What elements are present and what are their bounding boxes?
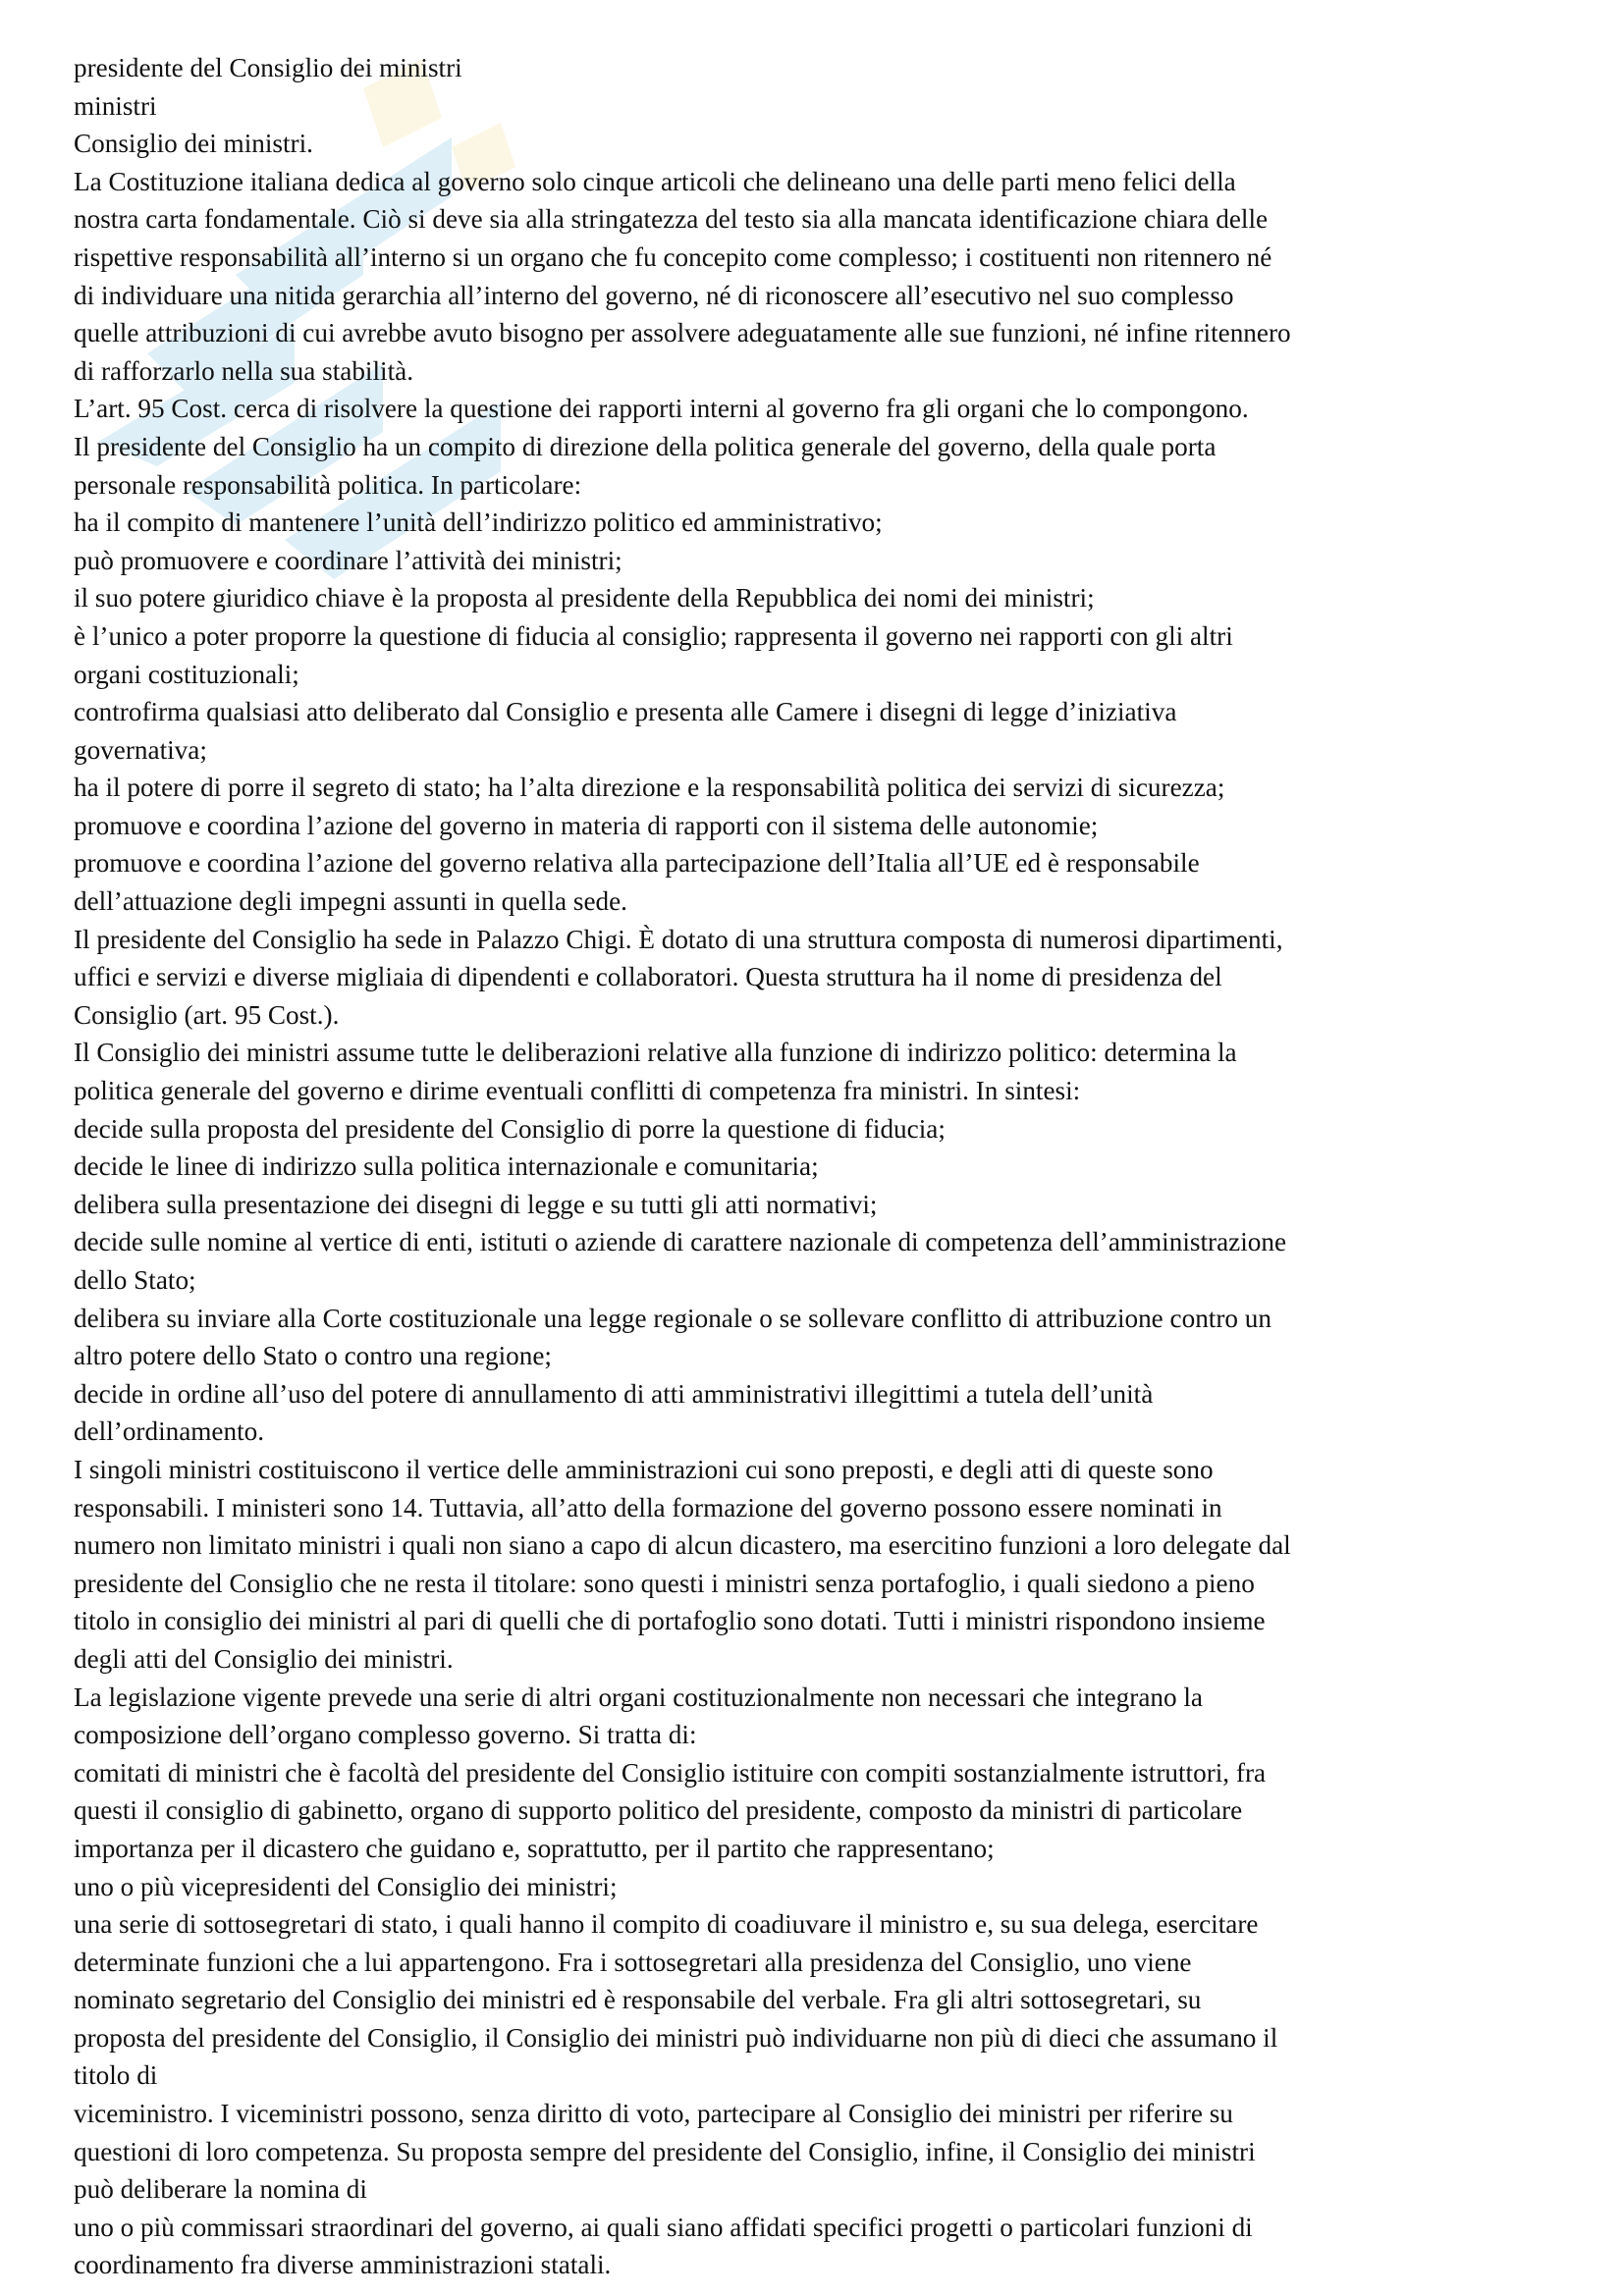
text-line: uffici e servizi e diverse migliaia di dipendenti e collaboratori. Questa struttura ha il nome di presidenza del [74,962,1222,992]
text-line: questi il consiglio di gabinetto, organo di supporto politico del presidente, composto da ministri di particolare [74,1795,1243,1826]
text-line: decide in ordine all’uso del potere di annullamento di atti amministrativi illegittimi a tutela dell’unità [74,1378,1154,1409]
text-line: La Costituzione italiana dedica al governo solo cinque articoli che delineano una delle parti meno felici della [74,166,1236,196]
text-line: degli atti del Consiglio dei ministri. [74,1643,454,1674]
text-line: personale responsabilità politica. In particolare: [74,469,582,500]
text-line: ministri [74,90,157,121]
text-line: decide sulla proposta del presidente del Consiglio di porre la questione di fiducia; [74,1113,946,1144]
text-line: governativa; [74,734,207,765]
text-line: organi costituzionali; [74,659,299,689]
text-line: una serie di sottosegretari di stato, i quali hanno il compito di coadiuvare il ministro e, su sua delega, esercitare [74,1909,1259,1940]
text-line: il suo potere giuridico chiave è la proposta al presidente della Repubblica dei nomi dei ministri; [74,583,1095,614]
text-line: responsabili. I ministeri sono 14. Tuttavia, all’atto della formazione del governo possono essere nominati in [74,1492,1222,1522]
text-line: nostra carta fondamentale. Ciò si deve sia alla stringatezza del testo sia alla mancata identificazione chiara delle [74,204,1269,235]
text-line: Il presidente del Consiglio ha sede in Palazzo Chigi. È dotato di una struttura composta di numerosi dipartimenti, [74,924,1283,954]
text-line: Consiglio (art. 95 Cost.). [74,999,340,1030]
text-line: politica generale del governo e dirime eventuali conflitti di competenza fra ministri. In sintesi: [74,1076,1081,1106]
text-line: titolo in consiglio dei ministri al pari di quelli che di portafoglio sono dotati. Tutti i ministri rispondono insieme [74,1606,1266,1636]
text-line: ha il compito di mantenere l’unità dell’indirizzo politico ed amministrativo; [74,507,883,538]
text-line: I singoli ministri costituiscono il vertice delle amministrazioni cui sono preposti, e degli atti di queste sono [74,1454,1214,1484]
text-line: di individuare una nitida gerarchia all’interno del governo, né di riconoscere all’esecutivo nel suo complesso [74,280,1234,310]
text-line: decide sulle nomine al vertice di enti, istituti o aziende di carattere nazionale di competenza dell’amministrazione [74,1227,1287,1257]
text-line: dell’attuazione degli impegni assunti in quella sede. [74,886,627,917]
text-line: proposta del presidente del Consiglio, il Consiglio dei ministri può individuarne non più di dieci che assumano il [74,2022,1278,2053]
text-line: numero non limitato ministri i quali non siano a capo di alcun dicastero, ma esercitino funzioni a loro delegate dal [74,1530,1291,1561]
text-line: può promuovere e coordinare l’attività dei ministri; [74,545,622,575]
text-line: Consiglio dei ministri. [74,129,313,159]
text-line: Il presidente del Consiglio ha un compito di direzione della politica generale del governo, della quale porta [74,431,1217,461]
text-line: quelle attribuzioni di cui avrebbe avuto bisogno per assolvere adeguatamente alle sue funzioni, né infine ritennero [74,318,1291,348]
text-line: comitati di ministri che è facoltà del presidente del Consiglio istituire con compiti sostanzialmente istruttori, fra [74,1757,1267,1788]
text-line: questioni di loro competenza. Su proposta sempre del presidente del Consiglio, infine, il Consiglio dei ministri [74,2136,1256,2166]
text-line: dell’ordinamento. [74,1416,265,1447]
text-line: L’art. 95 Cost. cerca di risolvere la questione dei rapporti interni al governo fra gli organi che lo compongono. [74,394,1249,424]
text-line: uno o più commissari straordinari del governo, ai quali siano affidati specifici progetti o particolari funzioni di [74,2212,1253,2242]
text-line: presidente del Consiglio che ne resta il titolare: sono questi i ministri senza portafoglio, i quali siedono a pieno [74,1568,1255,1598]
document-body [74,49,1586,2284]
text-line: controfirma qualsiasi atto deliberato dal Consiglio e presenta alle Camere i disegni di legge d’iniziativa [74,697,1177,727]
text-line: nominato segretario del Consiglio dei ministri ed è responsabile del verbale. Fra gli altri sottosegretari, su [74,1985,1202,2015]
text-line: uno o più vicepresidenti del Consiglio dei ministri; [74,1871,618,1901]
text-line: determinate funzioni che a lui appartengono. Fra i sottosegretari alla presidenza del Consiglio, uno viene [74,1947,1192,1977]
text-line: rispettive responsabilità all’interno si un organo che fu concepito come complesso; i costituenti non ritennero né [74,241,1272,272]
text-line: presidente del Consiglio dei ministri [74,53,462,82]
text-line: è l’unico a poter proporre la questione di fiducia al consiglio; rappresenta il governo nei rapporti con gli altri [74,620,1233,651]
text-line: altro potere dello Stato o contro una regione; [74,1341,552,1371]
text-line: delibera su inviare alla Corte costituzionale una legge regionale o se sollevare conflitto di attribuzione contro un [74,1303,1271,1333]
text-line: titolo di [74,2060,158,2091]
text-line: delibera sulla presentazione dei disegni di legge e su tutti gli atti normativi; [74,1189,878,1219]
text-line: promuove e coordina l’azione del governo in materia di rapporti con il sistema delle autonomie; [74,810,1099,840]
text-line: può deliberare la nomina di [74,2174,367,2205]
text-line: Il Consiglio dei ministri assume tutte le deliberazioni relative alla funzione di indirizzo politico: determina la [74,1038,1237,1068]
text-line: viceministro. I viceministri possono, senza diritto di voto, partecipare al Consiglio dei ministri per riferire su [74,2099,1233,2129]
text-line: decide le linee di indirizzo sulla politica internazionale e comunitaria; [74,1151,819,1182]
text-line: La legislazione vigente prevede una serie di altri organi costituzionalmente non necessari che integrano la [74,1682,1203,1712]
text-line: coordinamento fra diverse amministrazioni statali. [74,2250,612,2280]
text-line: ha il potere di porre il segreto di stato; ha l’alta direzione e la responsabilità politica dei servizi di sicurezza; [74,773,1225,803]
text-line: dello Stato; [74,1265,196,1295]
text-line: promuove e coordina l’azione del governo relativa alla partecipazione dell’Italia all’UE ed è responsabile [74,848,1200,879]
text-line: di rafforzarlo nella sua stabilità. [74,355,414,386]
text-line: composizione dell’organo complesso governo. Si tratta di: [74,1720,697,1750]
text-line: importanza per il dicastero che guidano e, soprattutto, per il partito che rappresentano; [74,1833,995,1863]
